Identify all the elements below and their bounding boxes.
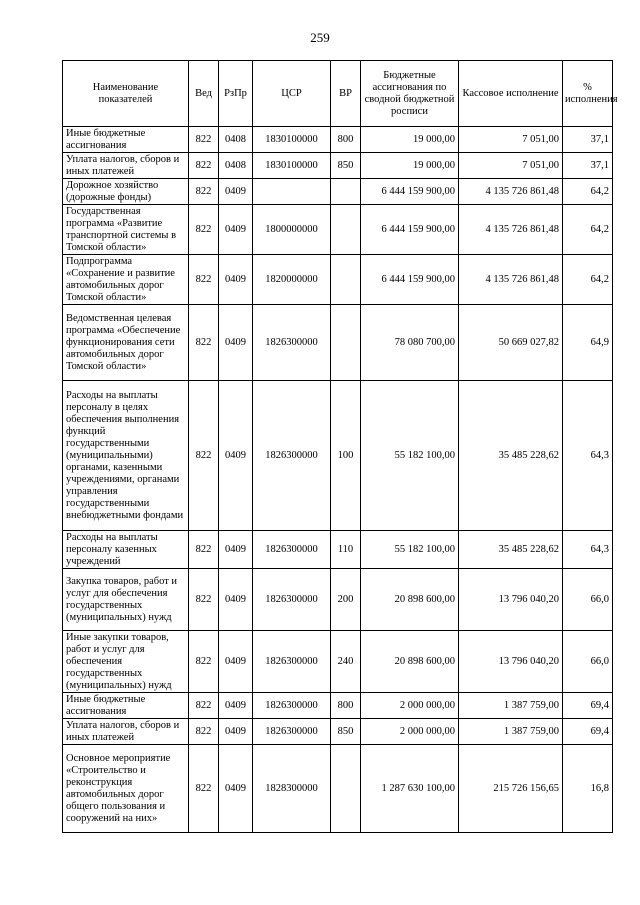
cell-ved: 822: [189, 745, 219, 833]
cell-name: Иные закупки товаров, работ и услуг для обеспечения государственных (муниципальных) нужд: [63, 631, 189, 693]
cell-name: Государственная программа «Развитие транспортной системы в Томской области»: [63, 205, 189, 255]
cell-ved: 822: [189, 305, 219, 381]
cell-budget: 20 898 600,00: [361, 569, 459, 631]
cell-vr: 240: [331, 631, 361, 693]
cell-vr: 200: [331, 569, 361, 631]
cell-ved: 822: [189, 693, 219, 719]
cell-csr: 1826300000: [253, 569, 331, 631]
cell-vr: 850: [331, 153, 361, 179]
cell-name: Иные бюджетные ассигнования: [63, 693, 189, 719]
cell-budget: 78 080 700,00: [361, 305, 459, 381]
cell-budget: 19 000,00: [361, 127, 459, 153]
cell-ved: 822: [189, 179, 219, 205]
cell-rzpr: 0409: [219, 745, 253, 833]
cell-rzpr: 0408: [219, 127, 253, 153]
cell-cash: 7 051,00: [459, 127, 563, 153]
table-row: [63, 631, 613, 693]
cell-cash: 4 135 726 861,48: [459, 205, 563, 255]
cell-rzpr: 0409: [219, 255, 253, 305]
header-row: [63, 61, 613, 127]
cell-csr: 1800000000: [253, 205, 331, 255]
cell-rzpr: 0409: [219, 531, 253, 569]
cell-ved: 822: [189, 205, 219, 255]
cell-ved: 822: [189, 531, 219, 569]
cell-cash: 35 485 228,62: [459, 531, 563, 569]
cell-cash: 4 135 726 861,48: [459, 255, 563, 305]
cell-cash: 1 387 759,00: [459, 693, 563, 719]
cell-ved: 822: [189, 631, 219, 693]
cell-vr: [331, 305, 361, 381]
cell-budget: 19 000,00: [361, 153, 459, 179]
cell-csr: 1826300000: [253, 381, 331, 531]
table-row: [63, 719, 613, 745]
table-row: [63, 153, 613, 179]
table-row: [63, 127, 613, 153]
header-vr: ВР: [331, 61, 361, 127]
cell-vr: 800: [331, 127, 361, 153]
cell-budget: 55 182 100,00: [361, 531, 459, 569]
table-row: [63, 531, 613, 569]
cell-ved: 822: [189, 569, 219, 631]
table-row: [63, 381, 613, 531]
cell-csr: 1830100000: [253, 127, 331, 153]
cell-rzpr: 0409: [219, 693, 253, 719]
cell-vr: [331, 179, 361, 205]
cell-cash: 4 135 726 861,48: [459, 179, 563, 205]
cell-csr: 1826300000: [253, 631, 331, 693]
header-pct: % исполнения: [563, 61, 613, 127]
table-row: [63, 569, 613, 631]
cell-name: Ведомственная целевая программа «Обеспечение функционирования сети автомобильных дорог Томской области»: [63, 305, 189, 381]
cell-cash: 13 796 040,20: [459, 569, 563, 631]
cell-budget: 2 000 000,00: [361, 693, 459, 719]
cell-rzpr: 0409: [219, 305, 253, 381]
cell-pct: 64,2: [563, 255, 613, 305]
cell-rzpr: 0408: [219, 153, 253, 179]
cell-name: Уплата налогов, сборов и иных платежей: [63, 153, 189, 179]
cell-vr: [331, 255, 361, 305]
table-row: [63, 255, 613, 305]
cell-cash: 215 726 156,65: [459, 745, 563, 833]
cell-vr: 850: [331, 719, 361, 745]
cell-ved: 822: [189, 255, 219, 305]
cell-cash: 7 051,00: [459, 153, 563, 179]
budget-table: [62, 60, 618, 833]
cell-ved: 822: [189, 153, 219, 179]
cell-vr: 800: [331, 693, 361, 719]
cell-budget: 2 000 000,00: [361, 719, 459, 745]
cell-name: Основное мероприятие «Строительство и реконструкция автомобильных дорог общего пользования и сооружений на них»: [63, 745, 189, 833]
cell-budget: 55 182 100,00: [361, 381, 459, 531]
cell-rzpr: 0409: [219, 719, 253, 745]
table-row: [63, 179, 613, 205]
cell-csr: 1828300000: [253, 745, 331, 833]
cell-rzpr: 0409: [219, 381, 253, 531]
table-row: [63, 693, 613, 719]
cell-name: Закупка товаров, работ и услуг для обеспечения государственных (муниципальных) нужд: [63, 569, 189, 631]
cell-csr: 1826300000: [253, 305, 331, 381]
header-budget: Бюджетные ассигнования по сводной бюджетной росписи: [361, 61, 459, 127]
cell-budget: 1 287 630 100,00: [361, 745, 459, 833]
cell-pct: 69,4: [563, 693, 613, 719]
page-number: 259: [310, 30, 330, 45]
cell-pct: 16,8: [563, 745, 613, 833]
cell-rzpr: 0409: [219, 179, 253, 205]
cell-name: Подпрограмма «Сохранение и развитие автомобильных дорог Томской области»: [63, 255, 189, 305]
cell-budget: 6 444 159 900,00: [361, 179, 459, 205]
table-row: [63, 305, 613, 381]
cell-rzpr: 0409: [219, 205, 253, 255]
cell-rzpr: 0409: [219, 569, 253, 631]
cell-pct: 37,1: [563, 127, 613, 153]
cell-pct: 66,0: [563, 631, 613, 693]
cell-name: Иные бюджетные ассигнования: [63, 127, 189, 153]
cell-vr: 110: [331, 531, 361, 569]
cell-pct: 64,3: [563, 531, 613, 569]
cell-cash: 1 387 759,00: [459, 719, 563, 745]
cell-pct: 64,3: [563, 381, 613, 531]
cell-ved: 822: [189, 719, 219, 745]
cell-ved: 822: [189, 381, 219, 531]
cell-name: Расходы на выплаты персоналу казенных учреждений: [63, 531, 189, 569]
cell-vr: [331, 745, 361, 833]
header-rzpr: РзПр: [219, 61, 253, 127]
cell-pct: 69,4: [563, 719, 613, 745]
cell-csr: 1826300000: [253, 693, 331, 719]
cell-name: Уплата налогов, сборов и иных платежей: [63, 719, 189, 745]
header-ved: Вед: [189, 61, 219, 127]
cell-vr: 100: [331, 381, 361, 531]
cell-csr: 1826300000: [253, 531, 331, 569]
header-name: Наименование показателей: [63, 61, 189, 127]
cell-name: Дорожное хозяйство (дорожные фонды): [63, 179, 189, 205]
cell-pct: 64,9: [563, 305, 613, 381]
cell-budget: 6 444 159 900,00: [361, 255, 459, 305]
cell-name: Расходы на выплаты персоналу в целях обеспечения выполнения функций государственными (муниципальными) органами, казенными учреждениями, органами управления государственными внебюджетными фондами: [63, 381, 189, 531]
cell-cash: 50 669 027,82: [459, 305, 563, 381]
cell-cash: 35 485 228,62: [459, 381, 563, 531]
cell-csr: 1826300000: [253, 719, 331, 745]
table-row: [63, 205, 613, 255]
header-cash: Кассовое исполнение: [459, 61, 563, 127]
table-row: [63, 745, 613, 833]
cell-pct: 64,2: [563, 205, 613, 255]
cell-csr: 1820000000: [253, 255, 331, 305]
cell-ved: 822: [189, 127, 219, 153]
cell-budget: 20 898 600,00: [361, 631, 459, 693]
cell-vr: [331, 205, 361, 255]
cell-pct: 37,1: [563, 153, 613, 179]
header-csr: ЦСР: [253, 61, 331, 127]
cell-pct: 64,2: [563, 179, 613, 205]
cell-rzpr: 0409: [219, 631, 253, 693]
cell-cash: 13 796 040,20: [459, 631, 563, 693]
cell-pct: 66,0: [563, 569, 613, 631]
cell-csr: [253, 179, 331, 205]
cell-csr: 1830100000: [253, 153, 331, 179]
cell-budget: 6 444 159 900,00: [361, 205, 459, 255]
